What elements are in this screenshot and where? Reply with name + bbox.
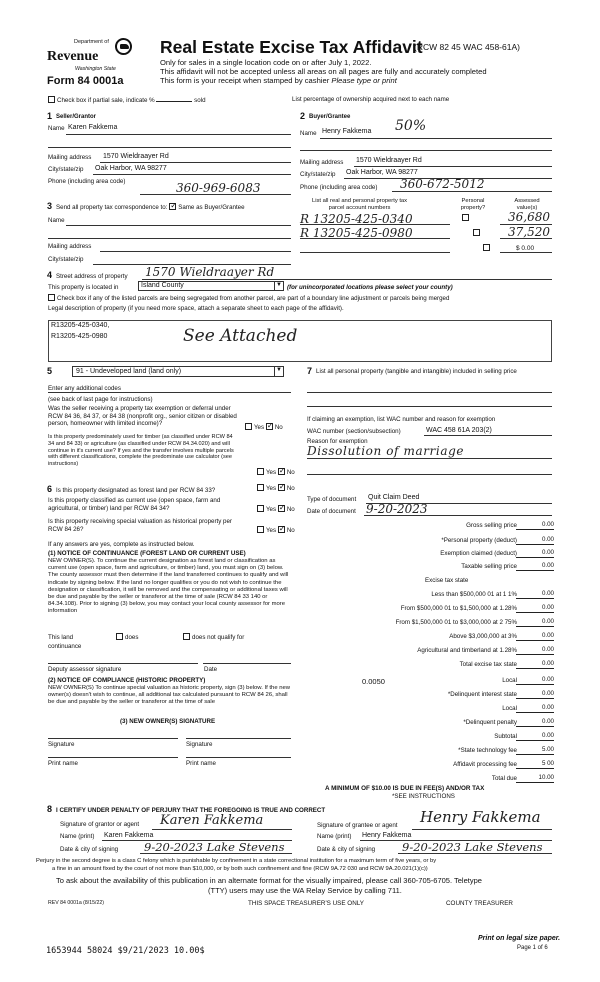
affidavit-fee-value[interactable]: 5 00 bbox=[516, 760, 554, 769]
perjury-line-2: a fine in an amount fixed by the court of not more than $10,000, or by both such confinement and fine (RCW 9A.72 030 and RCW 9A.20.021(1)(c)) bbox=[52, 866, 428, 872]
taxable-value[interactable]: 0.00 bbox=[516, 562, 554, 571]
subtotal-value[interactable]: 0.00 bbox=[516, 732, 554, 741]
legal-line-1: R13205-425-0340, bbox=[51, 322, 110, 329]
state-label: Washington State bbox=[75, 66, 116, 72]
bracket-1-value[interactable]: 0.00 bbox=[516, 590, 554, 599]
buyer-mailing[interactable]: 1570 Wieldraayer Rd bbox=[356, 157, 422, 164]
q4-yes-checkbox[interactable] bbox=[257, 505, 264, 512]
total-state-label: Total excise tax state bbox=[459, 661, 517, 668]
doc-date[interactable]: 9-20-2023 bbox=[366, 502, 428, 516]
historic-heading: (2) NOTICE OF COMPLIANCE (HISTORIC PROPERTY) bbox=[48, 677, 206, 684]
state-tech-fee-value[interactable]: 5.00 bbox=[516, 746, 554, 755]
doc-type[interactable]: Quit Claim Deed bbox=[368, 494, 420, 501]
legal-line-2: R13205-425-0980 bbox=[51, 333, 108, 340]
penalty-label: *Delinquent penalty bbox=[463, 719, 517, 726]
q2-yes-checkbox[interactable] bbox=[257, 468, 264, 475]
q3-no-checkbox[interactable] bbox=[278, 484, 285, 491]
rcw-reference: (RCW 82 45 WAC 458-61A) bbox=[414, 42, 520, 52]
q3-yes-checkbox[interactable] bbox=[257, 484, 264, 491]
section-8-number: 8 bbox=[47, 804, 53, 814]
bracket-4-label: Above $3,000,000 at 3% bbox=[449, 633, 517, 640]
see-attached-note: See Attached bbox=[183, 326, 298, 346]
doc-date-label: Date of document bbox=[307, 508, 356, 515]
seller-mailing[interactable]: 1570 Wieldraayer Rd bbox=[103, 153, 169, 160]
historic-question: Is this property receiving special valuation as historical property per RCW 84 26? bbox=[48, 518, 232, 533]
section-5-number: 5 bbox=[47, 366, 53, 376]
doc-type-label: Type of document bbox=[307, 496, 357, 503]
certify-statement: I CERTIFY UNDER PENALTY OF PERJURY THAT THE FOREGOING IS TRUE AND CORRECT bbox=[56, 807, 326, 814]
total-due-value[interactable]: 10.00 bbox=[516, 774, 554, 783]
personal-deduct-value[interactable]: 0.00 bbox=[516, 536, 554, 545]
buyer-city[interactable]: Oak Harbor, WA 98277 bbox=[346, 169, 418, 176]
does-option: does bbox=[116, 633, 138, 642]
q4-no-checkbox[interactable] bbox=[278, 505, 285, 512]
assessed-value-2[interactable]: 37,520 bbox=[508, 225, 550, 239]
revenue-wordmark: Revenue bbox=[47, 49, 99, 64]
exemption-reason[interactable]: Dissolution of marriage bbox=[307, 444, 465, 458]
alt-format-line-1: To ask about the availability of this publication in an alternate format for the visually impaired, please call 360-705-6705. Teletype bbox=[56, 876, 482, 885]
corr-name-label: Name bbox=[48, 217, 65, 224]
bracket-1-label: Less than $500,000 01 at 1 1% bbox=[431, 591, 517, 598]
q1-no-checkbox[interactable] bbox=[266, 423, 273, 430]
penalty-value[interactable]: 0.00 bbox=[516, 718, 554, 727]
personal-property-checkbox-1[interactable] bbox=[462, 214, 469, 221]
grantee-name[interactable]: Henry Fakkema bbox=[362, 832, 412, 839]
legal-paper-note: Print on legal size paper. bbox=[478, 935, 561, 942]
perjury-line-1: Perjury in the second degree is a class C felony which is punishable by confinement in a state correctional institution for a maximum term of five years, or by bbox=[36, 858, 437, 864]
see-instructions: *SEE INSTRUCTIONS bbox=[392, 793, 455, 800]
buyer-name-label: Name bbox=[300, 130, 317, 137]
q2-yes-no: Yes ✓ No bbox=[257, 468, 295, 477]
buyer-phone-label: Phone (including area code) bbox=[300, 184, 378, 191]
personal-property-label: List all personal property (tangible and intangible) included in selling price bbox=[316, 368, 517, 375]
gross-label: Gross selling price bbox=[466, 522, 517, 529]
local-label: Local bbox=[502, 677, 517, 684]
historic-text: NEW OWNER(S) To continue special valuation as historic property, sign (3) below. If the new owner(s) doesn't wish to continue, all additional tax calculated pursuant to RCW 84 26, shall be due and payable by the seller or transferor at the time of sale bbox=[48, 685, 291, 706]
exemption-deduct-value[interactable]: 0.00 bbox=[516, 549, 554, 558]
section-6-number: 6 bbox=[47, 484, 53, 494]
revision-label: REV 84 0001a (8/15/22) bbox=[48, 900, 104, 906]
bracket-2-label: From $500,000 01 to $1,500,000 at 1.28% bbox=[400, 605, 517, 612]
current-use-question: Is this property classified as current use (open space, farm and agricultural, or timber) land per RCW 84 34? bbox=[48, 497, 221, 512]
section-3-number: 3 bbox=[47, 201, 53, 211]
q2-no-checkbox[interactable] bbox=[278, 468, 285, 475]
q1-yes-no: Yes ✓ No bbox=[245, 423, 283, 432]
q5-yes-checkbox[interactable] bbox=[257, 526, 264, 533]
section-7-number: 7 bbox=[307, 366, 313, 376]
parcel-number-1[interactable]: R 13205-425-0340 bbox=[300, 212, 413, 226]
total-state-value[interactable]: 0.00 bbox=[516, 660, 554, 669]
continuance-text: NEW OWNER(S). To continue the current designation as forest land or classification as current use (open space, farm and agriculture, or timber) land, you must sign on (3) below. The county assessor must then determine if the land transferred continues to qualify and will indicate by signing below. If the land no longer qualifies or you do not wish to continue the designation or classification, it will be removed and the compensating or additional taxes will be due and payable by the seller or transferor at the time of sale (RCW 84 33 140 or 84.34.108). Prior to signing (3) below, you may contact your local county assessor for more information bbox=[48, 558, 289, 615]
continuance-heading: (1) NOTICE OF CONTINUANCE (FOREST LAND OR CURRENT USE) bbox=[48, 550, 246, 557]
print-name-label-2: Print name bbox=[186, 760, 216, 767]
header-note-1: Only for sales in a single location code on or after July 1, 2022. bbox=[160, 58, 372, 67]
dor-logo-icon bbox=[115, 38, 132, 55]
bracket-5-label: Agricultural and timberland at 1.28% bbox=[417, 647, 517, 654]
continuance-label: continuance bbox=[48, 643, 82, 650]
excise-heading: Excise tax state bbox=[425, 577, 469, 584]
grantor-sig-label: Signature of grantor or agent bbox=[60, 821, 140, 828]
dept-label: Department of bbox=[74, 39, 109, 45]
minimum-note: A MINIMUM OF $10.00 IS DUE IN FEE(S) AND/OR TAX bbox=[325, 785, 485, 792]
correspondence-heading: Send all property tax correspondence to: ✓ Same as Buyer/Grantee bbox=[56, 203, 245, 212]
buyer-phone[interactable]: 360-672-5012 bbox=[400, 177, 485, 191]
interest-state-label: *Delinquent interest state bbox=[447, 691, 517, 698]
personal-property-checkbox-3[interactable] bbox=[483, 244, 490, 251]
q1-yes-checkbox[interactable] bbox=[245, 423, 252, 430]
section-4-number: 4 bbox=[47, 270, 53, 280]
grantee-sig-label: Signature of grantee or agent bbox=[317, 822, 398, 829]
buyer-heading: Buyer/Grantee bbox=[309, 114, 351, 120]
deputy-signature-label: Deputy assessor signature bbox=[48, 666, 122, 673]
page-number: Page 1 of 6 bbox=[517, 945, 548, 951]
taxable-label: Taxable selling price bbox=[461, 563, 517, 570]
interest-local-value[interactable]: 0.00 bbox=[516, 704, 554, 713]
legal-description-box[interactable] bbox=[48, 320, 552, 362]
buyer-mailing-label: Mailing address bbox=[300, 159, 344, 166]
corr-city-label: City/state/zip bbox=[48, 256, 84, 263]
bracket-3-label: From $1,500,000 01 to $3,000,000 at 2 75% bbox=[395, 619, 517, 626]
personal-property-checkbox-2[interactable] bbox=[473, 229, 480, 236]
recording-stamp: 1653944 58024 $9/21/2023 10.00$ bbox=[46, 946, 205, 956]
same-as-buyer-checkbox[interactable] bbox=[169, 203, 176, 210]
grantee-name-label: Name (print) bbox=[317, 833, 352, 840]
seller-heading: Seller/Grantor bbox=[56, 114, 97, 120]
grantor-name[interactable]: Karen Fakkema bbox=[104, 832, 154, 839]
wac-label: WAC number (section/subsection) bbox=[307, 428, 401, 435]
exemption-question: Was the seller receiving a property tax exemption or deferral under RCW 84 36, 84 37, or 84 38 (nonprofit org., senior citizen or disabled person, homeowner with limited income)? bbox=[48, 405, 237, 428]
street-address[interactable]: 1570 Wieldraayer Rd bbox=[145, 265, 275, 279]
segregate-checkbox[interactable] bbox=[48, 294, 55, 301]
deputy-date-label: Date bbox=[204, 666, 218, 673]
seller-phone-label: Phone (including area code) bbox=[48, 178, 126, 185]
treasurer-use-label: THIS SPACE TREASURER'S USE ONLY bbox=[248, 900, 364, 907]
buyer-name[interactable]: Henry Fakkema bbox=[322, 128, 372, 135]
local-value[interactable]: 0.00 bbox=[516, 676, 554, 685]
street-label: Street address of property bbox=[56, 273, 128, 280]
ownership-note: List percentage of ownership acquired next to each name bbox=[292, 96, 450, 103]
state-tech-fee-label: *State technology fee bbox=[458, 747, 517, 754]
seller-mailing-label: Mailing address bbox=[48, 154, 92, 161]
bracket-5-value[interactable]: 0.00 bbox=[516, 646, 554, 655]
forest-question: Is this property designated as forest land per RCW 84 33? bbox=[56, 487, 216, 494]
section-1-number: 1 bbox=[47, 111, 53, 121]
county-select[interactable]: Island County ▼ bbox=[138, 281, 284, 291]
interest-local-label: Local bbox=[502, 705, 517, 712]
q5-yes-no: Yes ✓ No bbox=[257, 526, 295, 535]
interest-state-value[interactable]: 0.00 bbox=[516, 690, 554, 699]
seller-city[interactable]: Oak Harbor, WA 98277 bbox=[95, 165, 167, 172]
this-land-label: This land bbox=[48, 634, 74, 641]
chevron-down-icon: ▼ bbox=[274, 367, 283, 376]
form-number: Form 84 0001a bbox=[47, 75, 124, 87]
section-2-number: 2 bbox=[300, 111, 306, 121]
seller-phone[interactable]: 360-969-6083 bbox=[176, 181, 261, 195]
segregate-row: Check box if any of the listed parcels are being segregated from another parcel, are part of a boundary line adjustment or parcels being merged bbox=[48, 294, 449, 303]
affidavit-fee-label: Affidavit processing fee bbox=[453, 761, 517, 768]
assessed-value-3[interactable]: $ 0.00 bbox=[516, 245, 535, 252]
page-title: Real Estate Excise Tax Affidavit bbox=[160, 37, 423, 57]
bracket-3-value[interactable]: 0.00 bbox=[516, 618, 554, 627]
exemption-deduct-label: Exemption claimed (deduct) bbox=[440, 550, 517, 557]
does-not-checkbox[interactable] bbox=[183, 633, 190, 640]
grantee-date-label: Date & city of signing bbox=[317, 846, 376, 853]
grantee-signature[interactable]: Henry Fakkema bbox=[420, 808, 541, 826]
grantor-date-label: Date & city of signing bbox=[60, 846, 119, 853]
parcel-number-2[interactable]: R 13205-425-0980 bbox=[300, 226, 413, 240]
additional-codes-label: Enter any additional codes bbox=[48, 385, 121, 392]
subtotal-label: Subtotal bbox=[494, 733, 517, 740]
reason-label: Reason for exemption bbox=[307, 438, 368, 445]
q5-no-checkbox[interactable] bbox=[278, 526, 285, 533]
grantor-name-label: Name (print) bbox=[60, 833, 95, 840]
assessed-value-1[interactable]: 36,680 bbox=[508, 210, 550, 224]
seller-city-label: City/state/zip bbox=[48, 166, 84, 173]
corr-mailing-label: Mailing address bbox=[48, 243, 92, 250]
assessed-value-header: Assessed value(s) bbox=[514, 198, 540, 212]
grantor-date-city[interactable]: 9-20-2023 Lake Stevens bbox=[144, 840, 285, 854]
header-note-2: This affidavit will not be accepted unless all areas on all pages are fully and accurately completed bbox=[160, 67, 487, 76]
buyer-ownership-pct: 50% bbox=[395, 118, 427, 134]
buyer-city-label: City/state/zip bbox=[300, 171, 336, 178]
personal-property-header: Personal property? bbox=[460, 198, 486, 212]
print-name-label-1: Print name bbox=[48, 760, 78, 767]
signature-label-2: Signature bbox=[186, 741, 213, 748]
legal-desc-label: Legal description of property (if you need more space, attach a separate sheet to each page of the affidavit). bbox=[48, 305, 344, 312]
county-treasurer-label: COUNTY TREASURER bbox=[446, 900, 513, 907]
parcel-header: List all real and personal property tax parcel account numbers bbox=[312, 198, 408, 212]
grantee-date-city[interactable]: 9-20-2023 Lake Stevens bbox=[402, 840, 543, 854]
wac-number[interactable]: WAC 458 61A 203(2) bbox=[426, 427, 492, 434]
if-any-yes-note: If any answers are yes, complete as instructed below. bbox=[48, 541, 195, 548]
partial-sale-checkbox[interactable] bbox=[48, 96, 55, 103]
gross-value[interactable]: 0.00 bbox=[516, 521, 554, 530]
bracket-4-value[interactable]: 0.00 bbox=[516, 632, 554, 641]
personal-deduct-label: *Personal property (deduct) bbox=[441, 537, 517, 544]
does-not-option: does not qualify for bbox=[183, 633, 244, 642]
timber-question: Is this property predominately used for timber (as classified under RCW 84 34 and 84 33) or agriculture (as classified under RCW 84.34.020) and will continue in it's current use? If yes and the transfer involves multiple parcels with different classifications, complete the predominate use calculator (see instructions) bbox=[48, 434, 234, 468]
exemption-label: If claiming an exemption, list WAC number and reason for exemption bbox=[307, 416, 496, 423]
alt-format-line-2: (TTY) users may use the WA Relay Service by calling 711. bbox=[208, 886, 402, 895]
partial-sale-row: Check box if partial sale, indicate % sold bbox=[48, 96, 206, 105]
signature-label-1: Signature bbox=[48, 741, 75, 748]
total-due-label: Total due bbox=[491, 775, 517, 782]
does-checkbox[interactable] bbox=[116, 633, 123, 640]
seller-name-label: Name bbox=[48, 125, 65, 132]
located-in-label: This property is located in bbox=[48, 284, 119, 291]
unincorporated-note: (for unincorporated locations please select your county) bbox=[287, 284, 453, 291]
grantor-signature[interactable]: Karen Fakkema bbox=[160, 813, 264, 828]
q4-yes-no: Yes ✓ No bbox=[257, 505, 295, 514]
header-note-3: This form is your receipt when stamped by cashier Please type or print bbox=[160, 76, 397, 85]
see-back-note: (see back of last page for instructions) bbox=[48, 396, 153, 403]
q3-yes-no: Yes ✓ No bbox=[257, 484, 295, 493]
chevron-down-icon: ▼ bbox=[274, 282, 283, 290]
bracket-2-value[interactable]: 0.00 bbox=[516, 604, 554, 613]
seller-name[interactable]: Karen Fakkema bbox=[68, 124, 118, 131]
local-rate: 0.0050 bbox=[362, 677, 385, 686]
land-use-select[interactable]: 91 - Undeveloped land (land only) ▼ bbox=[72, 366, 284, 377]
new-owner-signature-heading: (3) NEW OWNER(S) SIGNATURE bbox=[120, 718, 216, 725]
